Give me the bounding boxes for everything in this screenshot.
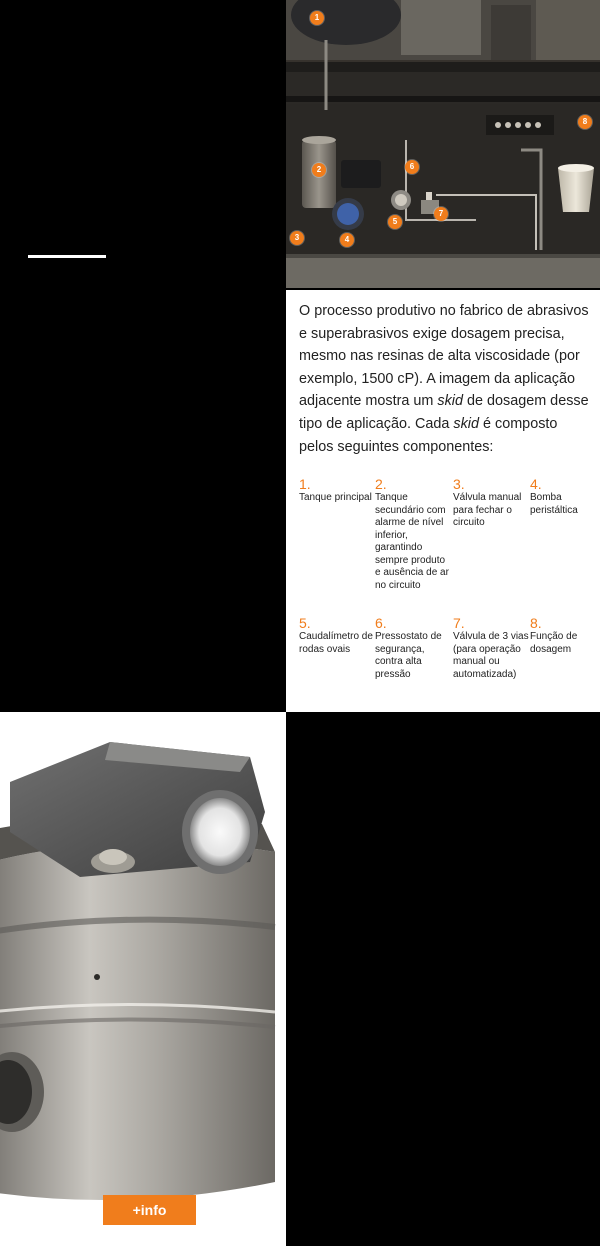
intro-emphasis-skid-2: skid xyxy=(453,415,479,432)
component-item-6 xyxy=(375,615,451,681)
application-photo xyxy=(286,0,600,288)
photo-marker-6: 6 xyxy=(405,160,419,174)
intro-text-part-3: é composto pelos seguintes componentes: xyxy=(299,415,558,455)
component-number: 5. xyxy=(299,615,311,631)
component-item-2 xyxy=(375,476,451,592)
component-label: Bomba peristáltica xyxy=(530,492,578,516)
component-item-7 xyxy=(453,615,529,681)
component-label: Válvula manual para fechar o circuito xyxy=(453,492,522,528)
task-body: Em viscosidades elevadas e dependendo da variação de temperatura, a bomba peristáltica (bomba de deslocamento positivo composta por tubo flexível e rolo(s) que deslocam o fluído de uma extremidade do tubo para a outra) não é capaz de deslocar o fluído completamente. Isso significa que parte do fluído volta para trás através do caudalímetro, resultando em medições com erro. Além disso, a pressão operacional desenvolvida pela bomba peristáltica de tamanho pequeno é bastante baixa. xyxy=(28,363,267,697)
component-item-3 xyxy=(453,476,529,530)
component-item-5 xyxy=(299,615,375,656)
photo-marker-4: 4 xyxy=(340,233,354,247)
skid-illustration xyxy=(286,0,600,288)
page-subtitle: Medição de caudal de resina de alta viscosidade xyxy=(28,191,269,232)
intro-text-part-1: O processo produtivo no fabrico de abrasivos e superabrasivos exige dosagem precisa, mesmo nas resinas de alta viscosidade (por exemplo, 1500 cP). A imagem da aplicação adjacente mostra um xyxy=(299,303,589,410)
component-number: 3. xyxy=(453,476,465,492)
component-item-4 xyxy=(530,476,596,517)
component-item-1 xyxy=(299,476,375,505)
component-number: 2. xyxy=(375,476,387,492)
component-item-8 xyxy=(530,615,596,656)
component-label: Tanque principal xyxy=(299,492,372,503)
page-title: Caudalímetro de rodas ovais xyxy=(28,89,258,161)
solution-body xyxy=(305,796,597,1182)
intro-text-part-2: de dosagem desse tipo de aplicação. Cada xyxy=(299,393,589,432)
task-heading: Tarefa: xyxy=(28,306,126,342)
component-number: 7. xyxy=(453,615,465,631)
component-label: Tanque secundário com alarme de nível inferior, garantindo sempre produto e ausência de ar no circuito xyxy=(375,492,449,591)
intro-text xyxy=(299,300,595,458)
solution-heading: Solução: xyxy=(305,738,430,774)
photo-marker-8: 8 xyxy=(578,115,592,129)
component-number: 4. xyxy=(530,476,542,492)
photo-marker-2: 2 xyxy=(312,163,326,177)
oval-gear-meter-image xyxy=(0,712,286,1246)
component-number: 8. xyxy=(530,615,542,631)
component-label: Pressostato de segurança, contra alta pressão xyxy=(375,631,442,680)
component-label: Caudalímetro de rodas ovais xyxy=(299,631,373,655)
photo-marker-7: 7 xyxy=(434,207,448,221)
flowmeter-render xyxy=(0,712,286,1246)
more-info-button[interactable]: +info xyxy=(103,1195,196,1225)
component-number: 6. xyxy=(375,615,387,631)
brand-name: DON xyxy=(28,40,97,73)
solution-paragraph-1: Os caudalímetros de rodas ovais modelo DON podem ser fornecidos com rotores de corte especiais, reduzindo a queda de pressão em 50%. xyxy=(305,799,580,884)
component-label: Função de dosagem xyxy=(530,631,578,655)
photo-marker-5: 5 xyxy=(388,215,402,229)
solution-paragraph-2: Com a saída opcional “sensor Hall quádruplo de duplo impulso” terá duas saídas de impulso desfasadas "A" e "B", para que o caudal efetivo "A-B" possa ser calculado corretamente pelo PLC. xyxy=(305,889,593,997)
component-label: Válvula de 3 vias (para operação manual ou automatizada) xyxy=(453,631,529,680)
intro-emphasis-skid-1: skid xyxy=(437,393,463,410)
header-divider xyxy=(28,255,106,258)
solution-paragraph-3: O caudal efetivo também pode ser calculado usando o módulo eletrónico ZOK-Z3 com um discriminador de pulsos pelo meio. Com o modelo DON, conseguimos resolver todos os problemas desta aplicação e realizar uma dosagem muito fina de resinas, resultando numa melhor repetibilidade e superior qualidade dos abrasivos produzidos. xyxy=(305,1003,595,1179)
photo-marker-1: 1 xyxy=(310,11,324,25)
component-number: 1. xyxy=(299,476,311,492)
photo-marker-3: 3 xyxy=(290,231,304,245)
